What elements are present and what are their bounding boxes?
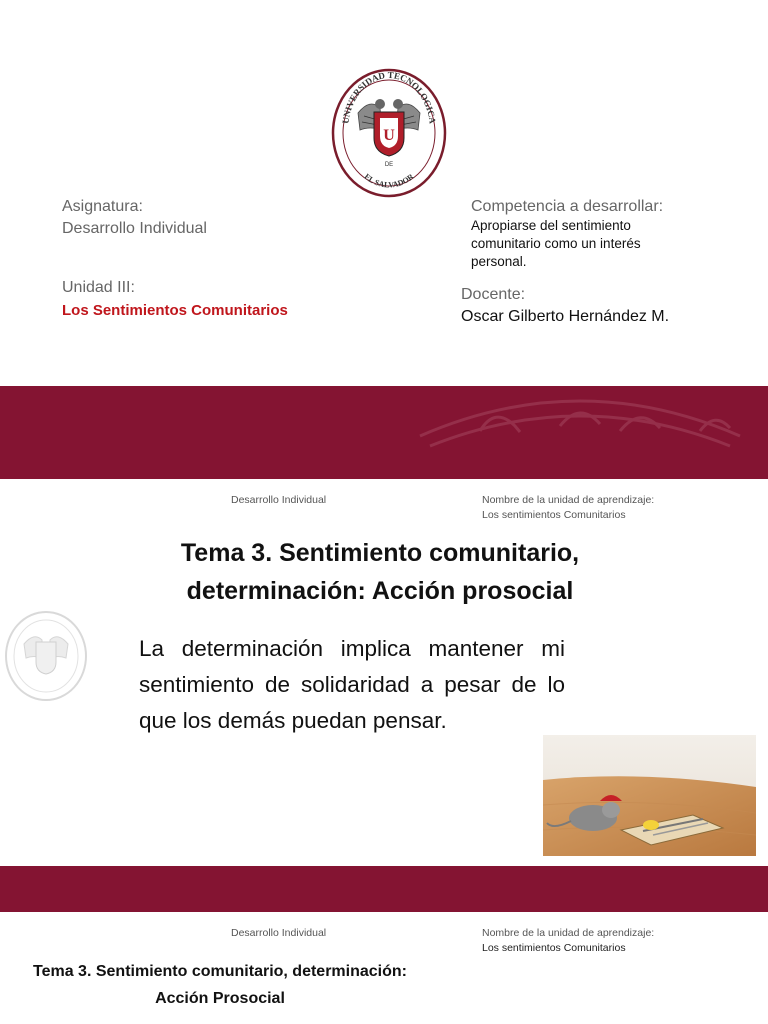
svg-text:UNIVERSIDAD TECNOLOGICA: UNIVERSIDAD TECNOLOGICA bbox=[340, 69, 438, 125]
slide2-title bbox=[120, 534, 640, 610]
svg-text:EL SALVADOR: EL SALVADOR bbox=[362, 171, 416, 190]
band-watermark bbox=[0, 386, 768, 479]
slide3-header-subject: Desarrollo Individual bbox=[231, 927, 327, 939]
slide3-title-line2: Acción Prosocial bbox=[155, 990, 285, 1007]
svg-text:DE: DE bbox=[384, 162, 394, 168]
university-logo bbox=[330, 68, 448, 198]
slide2-header-subject: Desarrollo Individual bbox=[231, 494, 327, 506]
slide3-header-unit-value: Los sentimientos Comunitarios bbox=[482, 942, 626, 954]
slide2-title-line2: determinación: Acción prosocial bbox=[186, 577, 574, 605]
slide-separator-band bbox=[0, 386, 768, 479]
slide-separator-band-2 bbox=[0, 866, 768, 912]
faded-logo-watermark bbox=[4, 610, 88, 702]
unidad-label: Unidad III: bbox=[62, 279, 135, 296]
slide3-title-line1: Tema 3. Sentimiento comunitario, determinación: bbox=[33, 963, 407, 980]
asignatura-value: Desarrollo Individual bbox=[62, 220, 207, 237]
slide3-title bbox=[0, 958, 440, 1012]
mouse-trap-photo bbox=[543, 735, 756, 856]
slide2-header-unit-label: Nombre de la unidad de aprendizaje: bbox=[482, 494, 655, 506]
competencia-value: Apropiarse del sentimiento comunitario como un interés personal. bbox=[471, 218, 641, 269]
slide2-title-line1: Tema 3. Sentimiento comunitario, bbox=[180, 539, 580, 567]
docente-label: Docente: bbox=[461, 286, 526, 303]
slide3-header-unit-label: Nombre de la unidad de aprendizaje: bbox=[482, 927, 655, 939]
docente-value: Oscar Gilberto Hernández M. bbox=[461, 308, 670, 325]
competencia-label: Competencia a desarrollar: bbox=[471, 198, 664, 215]
slide2-header-unit-value: Los sentimientos Comunitarios bbox=[482, 509, 626, 521]
asignatura-label: Asignatura: bbox=[62, 198, 143, 215]
unidad-value: Los Sentimientos Comunitarios bbox=[62, 302, 288, 319]
svg-text:U: U bbox=[383, 127, 395, 144]
slide2-body-text: La determinación implica mantener mi sentimiento de solidaridad a pesar de lo que los demás puedan pensar. bbox=[139, 636, 565, 733]
